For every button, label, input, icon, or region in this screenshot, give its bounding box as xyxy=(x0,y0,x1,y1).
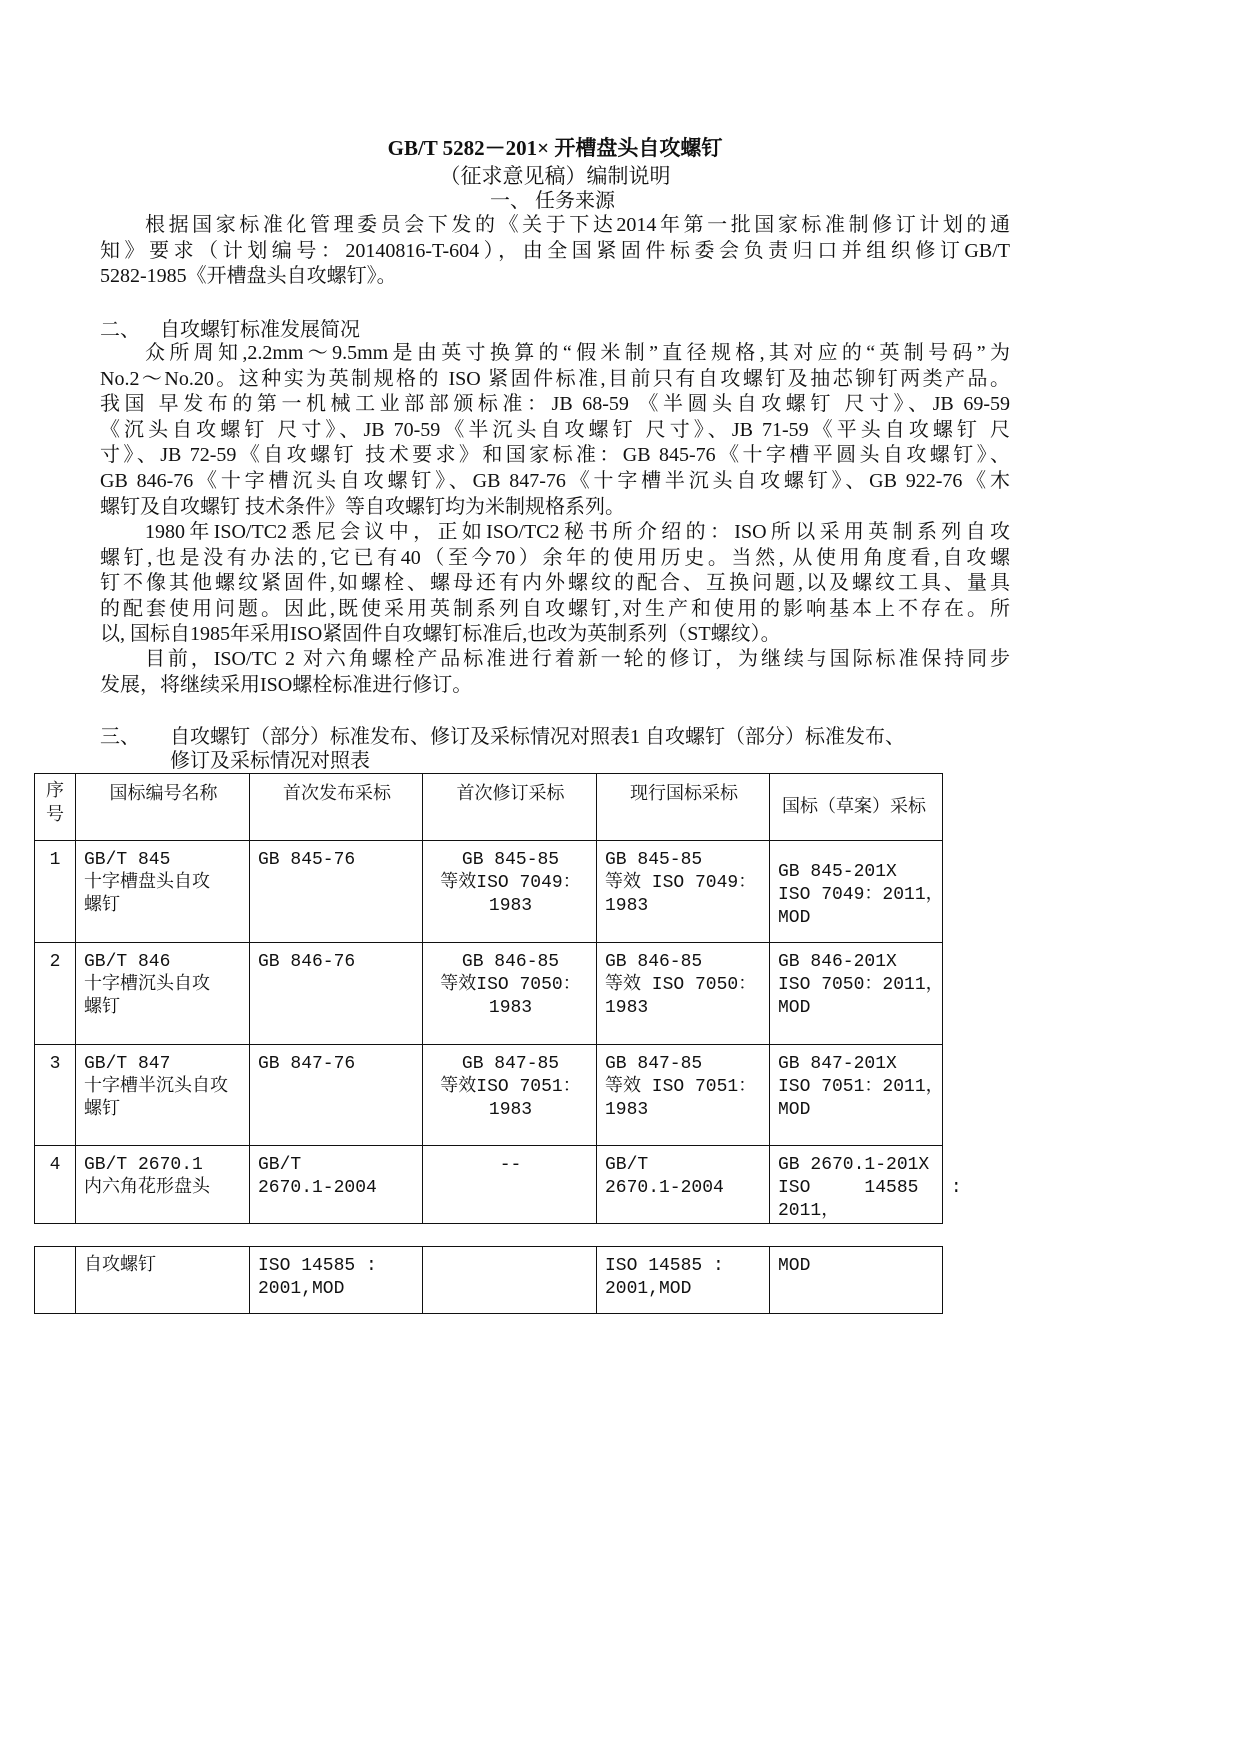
standard-name-cell-line: 自攻螺钉 xyxy=(84,1256,156,1276)
current-standard-cell-line: 等效 ISO 7049： xyxy=(605,873,757,893)
first-release-cell xyxy=(250,1146,423,1224)
document-title: GB/T 5282－201× 开槽盘头自攻螺钉 xyxy=(387,136,723,160)
draft-standard-cell-line: MOD xyxy=(778,908,811,928)
draft-standard-cell-line: GB 847-201X xyxy=(778,1054,897,1074)
draft-standard-cell xyxy=(770,1146,962,1224)
current-standard-cell xyxy=(597,943,770,1045)
current-standard-cell-line: 2670.1-2004 xyxy=(605,1178,724,1198)
first-revision-cell-line: 等效ISO 7049： xyxy=(440,873,581,893)
current-standard-cell-line: 1983 xyxy=(605,896,649,916)
first-release-cell-line: GB 846-76 xyxy=(258,952,356,972)
current-standard-cell xyxy=(597,1146,770,1224)
standard-name-cell xyxy=(76,943,250,1045)
standard-name-cell-line: GB/T 847 xyxy=(84,1054,171,1074)
standard-name-cell xyxy=(76,1247,250,1314)
current-standard-cell-line: 1983 xyxy=(605,1100,649,1120)
section3-heading-line2: 修订及采标情况对照表 xyxy=(170,750,370,772)
current-standard-cell-line: GB 845-85 xyxy=(605,850,703,870)
table-row xyxy=(35,1045,943,1146)
draft-standard-cell xyxy=(770,841,943,943)
first-revision-cell-line: 等效ISO 7051： xyxy=(440,1077,581,1097)
section2-paragraph-1 xyxy=(100,341,1010,520)
paragraph-line: 以, 国标自1985年采用ISO紧固件自攻螺钉标准后,也改为英制系列（ST螺纹）。 xyxy=(100,623,781,646)
current-standard-cell-line: GB/T xyxy=(605,1155,649,1175)
first-release-cell xyxy=(250,1045,423,1146)
table-row xyxy=(35,943,943,1045)
paragraph-line: 钉不像其他螺纹紧固件,如螺栓、螺母还有内外螺纹的配合、互换问题,以及螺纹工具、量具 xyxy=(100,572,1010,595)
table-row xyxy=(35,1247,943,1314)
paragraph-line: 目前，ISO/TC 2 对六角螺栓产品标准进行着新一轮的修订，为继续与国际标准保持同步 xyxy=(145,648,1010,670)
first-release-cell xyxy=(250,943,423,1045)
current-standard-cell xyxy=(597,1045,770,1146)
section3-heading-line1: 自攻螺钉（部分）标准发布、修订及采标情况对照表1 自攻螺钉（部分）标准发布、 xyxy=(170,726,905,748)
row-number: 3 xyxy=(35,1045,76,1146)
current-standard-cell-line: 等效 ISO 7050： xyxy=(605,975,757,995)
draft-standard-cell-line: MOD xyxy=(778,1100,811,1120)
draft-standard-cell-line: GB 2670.1-201X xyxy=(778,1155,930,1175)
paragraph-line: 1980年ISO/TC2悉尼会议中，正如ISO/TC2秘书所介绍的：ISO所以采用英制系列自攻 xyxy=(145,521,1010,543)
paragraph-line: 知》要求（计划编号：20140816-T-604），由全国紧固件标委会负责归口并组织修订GB/T xyxy=(100,239,1010,262)
draft-standard-cell-line: GB 846-201X xyxy=(778,952,897,972)
draft-standard-cell-line: ISO 14585 : xyxy=(778,1178,962,1198)
draft-standard-cell-line: ISO 7051：2011， xyxy=(778,1077,944,1097)
paragraph-line: 螺钉,也是没有办法的,它已有40（至今70）余年的使用历史。当然, 从使用角度看,自攻螺 xyxy=(100,546,1010,569)
header-current: 现行国标采标 xyxy=(630,783,738,803)
first-release-cell-line: 2001,MOD xyxy=(258,1279,345,1299)
first-release-cell-line: GB/T xyxy=(258,1155,302,1175)
standard-name-cell-line: 内六角花形盘头 xyxy=(84,1178,210,1198)
standard-name-cell-line: GB/T 845 xyxy=(84,850,171,870)
standard-name-cell-line: 螺钉 xyxy=(84,998,120,1018)
paragraph-line: 发展，将继续采用ISO螺栓标准进行修订。 xyxy=(100,673,473,696)
header-first-release: 首次发布采标 xyxy=(283,783,391,803)
first-release-cell-line: GB 845-76 xyxy=(258,850,356,870)
standards-comparison-table-continued xyxy=(34,1246,943,1314)
row-number xyxy=(35,1247,76,1314)
first-revision-cell xyxy=(423,1247,597,1314)
paragraph-line: 螺钉及自攻螺钉 技术条件》等自攻螺钉均为米制规格系列。 xyxy=(100,495,625,518)
section2-heading: 二、 自攻螺钉标准发展简况 xyxy=(100,319,360,341)
standard-name-cell xyxy=(76,1146,250,1224)
row-number: 2 xyxy=(35,943,76,1045)
standard-name-cell-line: GB/T 2670.1 xyxy=(84,1155,203,1175)
first-revision-cell-line: 等效ISO 7050： xyxy=(440,975,581,995)
header-first-revision: 首次修订采标 xyxy=(456,783,565,803)
section1-heading: 一、 任务来源 xyxy=(490,190,615,212)
section3-number: 三、 xyxy=(100,726,140,748)
first-revision-cell-line: 1983 xyxy=(488,998,533,1018)
header-standard-name: 国标编号名称 xyxy=(109,783,218,803)
first-revision-cell-line: GB 847-85 xyxy=(461,1054,560,1074)
draft-standard-cell xyxy=(770,1045,943,1146)
draft-standard-cell xyxy=(770,1247,943,1314)
paragraph-line: No.2～No.20。这种实为英制规格的 ISO 紧固件标准,目前只有自攻螺钉及抽芯铆钉两类产品。 xyxy=(100,367,1010,390)
section1-paragraph xyxy=(100,213,1010,290)
draft-standard-cell-line: MOD xyxy=(778,998,811,1018)
paragraph-line: 《沉头自攻螺钉 尺寸》、JB 70-59《半沉头自攻螺钉 尺寸》、JB 71-59《平头自攻螺钉 尺 xyxy=(100,418,1010,441)
standard-name-cell-line: 十字槽沉头自攻 xyxy=(84,975,210,995)
draft-standard-cell-line: MOD xyxy=(778,1256,811,1276)
header-draft: 国标（草案）采标 xyxy=(782,795,926,816)
first-revision-cell xyxy=(423,841,597,943)
first-release-cell xyxy=(250,1247,423,1314)
current-standard-cell-line: 1983 xyxy=(605,998,649,1018)
standard-name-cell-line: 螺钉 xyxy=(84,1100,120,1120)
first-revision-cell xyxy=(423,1045,597,1146)
standards-comparison-table xyxy=(34,773,962,1224)
first-release-cell xyxy=(250,841,423,943)
first-release-cell-line: ISO 14585 : xyxy=(258,1256,377,1276)
standard-name-cell-line: 十字槽盘头自攻 xyxy=(84,873,210,893)
paragraph-line: 的配套使用问题。因此,既使采用英制系列自攻螺钉,对生产和使用的影响基本上不存在。所 xyxy=(100,597,1010,620)
current-standard-cell xyxy=(597,1247,770,1314)
standard-name-cell xyxy=(76,1045,250,1146)
current-standard-cell-line: 2001,MOD xyxy=(605,1279,692,1299)
standard-name-cell-line: GB/T 846 xyxy=(84,952,171,972)
first-release-cell-line: 2670.1-2004 xyxy=(258,1178,377,1198)
paragraph-line: 我国 早发布的第一机械工业部部颁标准：JB 68-59 《半圆头自攻螺钉 尺寸》、JB 69-59 xyxy=(100,393,1010,416)
first-revision-cell xyxy=(423,943,597,1045)
current-standard-cell-line: GB 847-85 xyxy=(605,1054,703,1074)
first-revision-cell-line: 1983 xyxy=(488,896,533,916)
current-standard-cell-line: 等效 ISO 7051： xyxy=(605,1077,757,1097)
document-subtitle: （征求意见稿）编制说明 xyxy=(439,164,671,188)
draft-standard-cell-line: ISO 7049：2011， xyxy=(778,885,944,905)
section2-paragraph-2 xyxy=(100,520,1010,648)
header-seq: 序号 xyxy=(46,780,64,824)
first-release-cell-line: GB 847-76 xyxy=(258,1054,356,1074)
paragraph-line: 5282-1985《开槽盘头自攻螺钉》。 xyxy=(100,265,397,288)
standard-name-cell-line: 十字槽半沉头自攻 xyxy=(84,1077,228,1097)
current-standard-cell xyxy=(597,841,770,943)
first-revision-cell-line: GB 845-85 xyxy=(461,850,560,870)
first-revision-cell xyxy=(423,1146,597,1224)
paragraph-line: 根据国家标准化管理委员会下发的《关于下达2014年第一批国家标准制修订计划的通 xyxy=(145,214,1010,236)
row-number: 4 xyxy=(35,1146,76,1224)
current-standard-cell-line: GB 846-85 xyxy=(605,952,703,972)
paragraph-line: 众所周知,2.2mm～9.5mm是由英寸换算的“假米制”直径规格,其对应的“英制号码”为 xyxy=(145,342,1010,364)
paragraph-line: 寸》、JB 72-59《自攻螺钉 技术要求》和国家标准：GB 845-76《十字槽平圆头自攻螺钉》、 xyxy=(100,444,1010,467)
first-revision-cell-line: GB 846-85 xyxy=(461,952,560,972)
row-number: 1 xyxy=(35,841,76,943)
table-row xyxy=(35,841,943,943)
first-revision-cell-line: 1983 xyxy=(488,1100,533,1120)
draft-standard-cell-line: 2011， xyxy=(778,1201,840,1221)
first-revision-cell-line: -- xyxy=(499,1155,522,1175)
draft-standard-cell xyxy=(770,943,943,1045)
draft-standard-cell-line: ISO 7050：2011， xyxy=(778,975,944,995)
paragraph-line: GB 846-76《十字槽沉头自攻螺钉》、GB 847-76《十字槽半沉头自攻螺钉》、GB 922-76《木 xyxy=(100,469,1010,492)
standard-name-cell-line: 螺钉 xyxy=(84,896,120,916)
table-header-row xyxy=(35,774,943,841)
section2-paragraph-3 xyxy=(100,647,1010,698)
standard-name-cell xyxy=(76,841,250,943)
draft-standard-cell-line: GB 845-201X xyxy=(778,862,897,882)
table-row xyxy=(35,1146,943,1224)
current-standard-cell-line: ISO 14585 : xyxy=(605,1256,724,1276)
